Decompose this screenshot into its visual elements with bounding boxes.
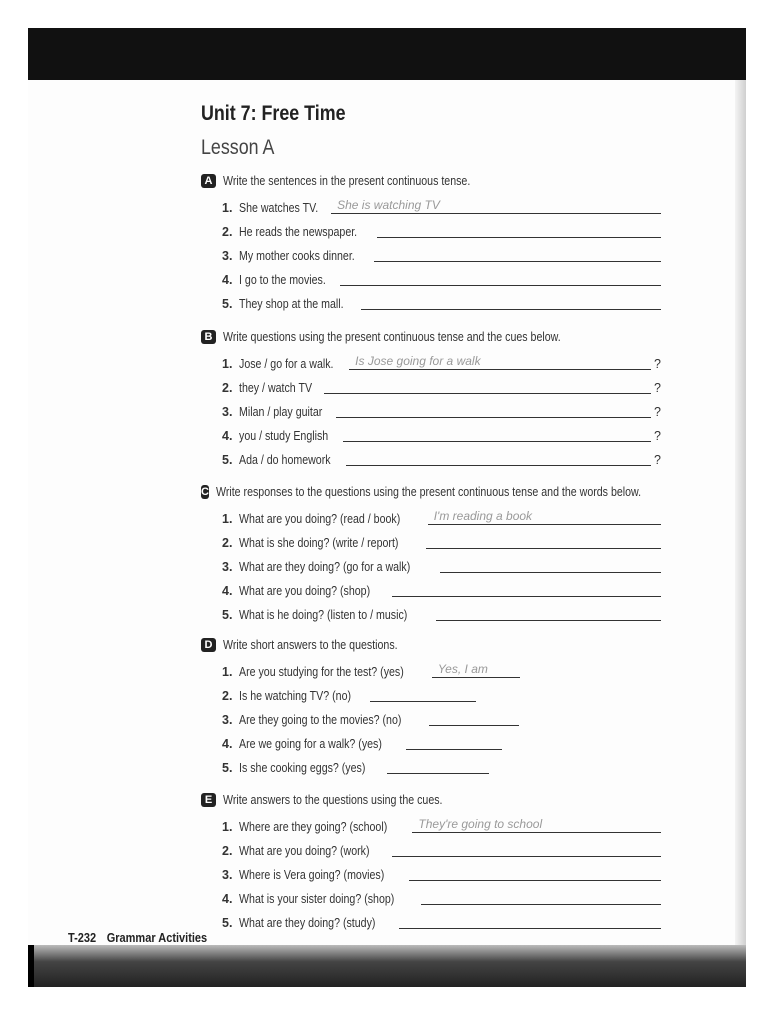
item-prompt: I go to the movies. bbox=[239, 273, 326, 287]
exercise-item bbox=[201, 550, 661, 574]
item-prompt: Where are they going? (school) bbox=[239, 820, 388, 834]
page-number: T-232 bbox=[68, 931, 97, 945]
answer-line[interactable] bbox=[377, 221, 661, 238]
item-prompt: What is he doing? (listen to / music) bbox=[239, 608, 408, 622]
exercise-header bbox=[201, 327, 661, 347]
item-prompt: He reads the newspaper. bbox=[239, 225, 358, 239]
exercise-item bbox=[201, 679, 661, 703]
exercise-item bbox=[201, 834, 661, 858]
item-prompt: you / study English bbox=[239, 429, 329, 443]
item-number: 3. bbox=[222, 405, 233, 419]
answer-line[interactable] bbox=[361, 293, 661, 310]
exercise-item bbox=[201, 215, 661, 239]
item-number: 2. bbox=[222, 689, 233, 703]
item-prompt: Ada / do homework bbox=[239, 453, 331, 467]
answer-line[interactable] bbox=[432, 661, 520, 678]
exercise-item bbox=[201, 263, 661, 287]
item-prompt: What is your sister doing? (shop) bbox=[239, 892, 395, 906]
answer-line[interactable] bbox=[421, 888, 661, 905]
answer-line[interactable] bbox=[429, 709, 519, 726]
exercise-badge: A bbox=[201, 174, 216, 188]
item-prompt: Milan / play guitar bbox=[239, 405, 323, 419]
item-prompt: they / watch TV bbox=[239, 381, 313, 395]
exercise-item bbox=[201, 395, 661, 419]
handwritten-answer: Yes, I am bbox=[437, 662, 488, 676]
footer-label: Grammar Activities bbox=[106, 931, 208, 945]
answer-line[interactable] bbox=[409, 864, 661, 881]
exercise-instruction: Write the sentences in the present continuous tense. bbox=[223, 174, 471, 188]
item-prompt: Is she cooking eggs? (yes) bbox=[239, 761, 366, 775]
item-prompt: Are you studying for the test? (yes) bbox=[239, 665, 404, 679]
exercise-item bbox=[201, 191, 661, 215]
item-prompt: What are they doing? (go for a walk) bbox=[239, 560, 411, 574]
exercise-instruction: Write responses to the questions using the present continuous tense and the words below. bbox=[215, 485, 642, 499]
exercise-item bbox=[201, 502, 661, 526]
exercise-item bbox=[201, 443, 661, 467]
item-number: 4. bbox=[222, 273, 233, 287]
exercise-item bbox=[201, 371, 661, 395]
exercise-item bbox=[201, 598, 661, 622]
exercise-badge: E bbox=[201, 793, 216, 807]
answer-line[interactable] bbox=[346, 449, 651, 466]
answer-line[interactable] bbox=[340, 269, 661, 286]
item-number: 1. bbox=[222, 665, 233, 679]
scan-left-edge bbox=[28, 945, 34, 987]
exercise-header bbox=[201, 482, 661, 502]
handwritten-answer: She is watching TV bbox=[337, 198, 440, 212]
answer-line[interactable] bbox=[331, 197, 661, 214]
question-mark: ? bbox=[654, 405, 661, 419]
exercise-e bbox=[201, 790, 661, 930]
answer-line[interactable] bbox=[349, 353, 651, 370]
exercise-badge: D bbox=[201, 638, 216, 652]
item-prompt: Are they going to the movies? (no) bbox=[239, 713, 402, 727]
item-number: 1. bbox=[222, 820, 233, 834]
exercise-item bbox=[201, 727, 661, 751]
item-prompt: Jose / go for a walk. bbox=[239, 357, 334, 371]
exercise-c bbox=[201, 482, 661, 622]
exercise-item bbox=[201, 882, 661, 906]
exercise-item bbox=[201, 239, 661, 263]
item-number: 1. bbox=[222, 512, 233, 526]
item-number: 3. bbox=[222, 868, 233, 882]
exercise-badge: B bbox=[201, 330, 216, 344]
answer-line[interactable] bbox=[392, 580, 661, 597]
handwritten-answer: Is Jose going for a walk bbox=[355, 354, 481, 368]
lesson-title: Lesson A bbox=[201, 136, 275, 159]
item-number: 5. bbox=[222, 453, 233, 467]
exercise-item bbox=[201, 574, 661, 598]
answer-line[interactable] bbox=[440, 556, 662, 573]
exercise-instruction: Write answers to the questions using the cues. bbox=[223, 793, 443, 807]
item-number: 5. bbox=[222, 608, 233, 622]
exercise-item bbox=[201, 810, 661, 834]
item-prompt: Are we going for a walk? (yes) bbox=[239, 737, 382, 751]
item-number: 3. bbox=[222, 249, 233, 263]
item-number: 4. bbox=[222, 429, 233, 443]
exercise-header bbox=[201, 790, 661, 810]
question-mark: ? bbox=[654, 381, 661, 395]
exercise-item bbox=[201, 287, 661, 311]
item-prompt: Where is Vera going? (movies) bbox=[239, 868, 385, 882]
answer-line[interactable] bbox=[412, 816, 661, 833]
exercise-item bbox=[201, 906, 661, 930]
scan-bottom-band bbox=[28, 945, 746, 987]
exercise-a bbox=[201, 171, 661, 311]
handwritten-answer: I'm reading a book bbox=[433, 509, 533, 523]
item-number: 1. bbox=[222, 357, 233, 371]
unit-title: Unit 7: Free Time bbox=[201, 102, 346, 125]
item-prompt: What are you doing? (work) bbox=[239, 844, 370, 858]
answer-line[interactable] bbox=[436, 604, 661, 621]
item-prompt: What is she doing? (write / report) bbox=[239, 536, 399, 550]
exercise-b bbox=[201, 327, 661, 467]
question-mark: ? bbox=[654, 357, 661, 371]
item-prompt: What are you doing? (shop) bbox=[239, 584, 371, 598]
item-prompt: What are they doing? (study) bbox=[239, 916, 376, 930]
item-number: 2. bbox=[222, 844, 233, 858]
item-number: 3. bbox=[222, 560, 233, 574]
answer-line[interactable] bbox=[336, 401, 651, 418]
item-number: 1. bbox=[222, 201, 233, 215]
answer-line[interactable] bbox=[343, 425, 651, 442]
answer-line[interactable] bbox=[399, 912, 662, 929]
item-prompt: Is he watching TV? (no) bbox=[239, 689, 352, 703]
answer-line[interactable] bbox=[387, 757, 489, 774]
item-number: 2. bbox=[222, 225, 233, 239]
item-number: 5. bbox=[222, 761, 233, 775]
question-mark: ? bbox=[654, 453, 661, 467]
exercise-d bbox=[201, 635, 661, 775]
exercise-item bbox=[201, 526, 661, 550]
item-prompt: What are you doing? (read / book) bbox=[239, 512, 401, 526]
exercise-item bbox=[201, 347, 661, 371]
answer-line[interactable] bbox=[428, 508, 661, 525]
exercise-instruction: Write questions using the present continuous tense and the cues below. bbox=[223, 330, 561, 344]
item-number: 4. bbox=[222, 892, 233, 906]
item-prompt: They shop at the mall. bbox=[239, 297, 344, 311]
item-number: 4. bbox=[222, 584, 233, 598]
item-number: 3. bbox=[222, 713, 233, 727]
exercise-item bbox=[201, 858, 661, 882]
handwritten-answer: They're going to school bbox=[418, 817, 543, 831]
exercise-instruction: Write short answers to the questions. bbox=[223, 638, 398, 652]
page-edge-shadow bbox=[735, 80, 746, 950]
item-number: 4. bbox=[222, 737, 233, 751]
exercise-header bbox=[201, 171, 661, 191]
answer-line[interactable] bbox=[324, 377, 651, 394]
exercise-item bbox=[201, 751, 661, 775]
item-number: 2. bbox=[222, 381, 233, 395]
item-number: 2. bbox=[222, 536, 233, 550]
exercise-header bbox=[201, 635, 661, 655]
item-number: 5. bbox=[222, 916, 233, 930]
scan-top-band bbox=[0, 0, 768, 80]
answer-line[interactable] bbox=[370, 685, 476, 702]
answer-line[interactable] bbox=[392, 840, 661, 857]
answer-line[interactable] bbox=[426, 532, 661, 549]
exercise-item bbox=[201, 419, 661, 443]
exercise-badge: C bbox=[201, 486, 209, 498]
exercise-item bbox=[201, 703, 661, 727]
item-number: 5. bbox=[222, 297, 233, 311]
question-mark: ? bbox=[654, 429, 661, 443]
exercise-item bbox=[201, 655, 661, 679]
item-prompt: My mother cooks dinner. bbox=[239, 249, 355, 263]
answer-line[interactable] bbox=[374, 245, 661, 262]
item-prompt: She watches TV. bbox=[239, 201, 319, 215]
answer-line[interactable] bbox=[406, 733, 502, 750]
page-footer bbox=[68, 931, 218, 945]
